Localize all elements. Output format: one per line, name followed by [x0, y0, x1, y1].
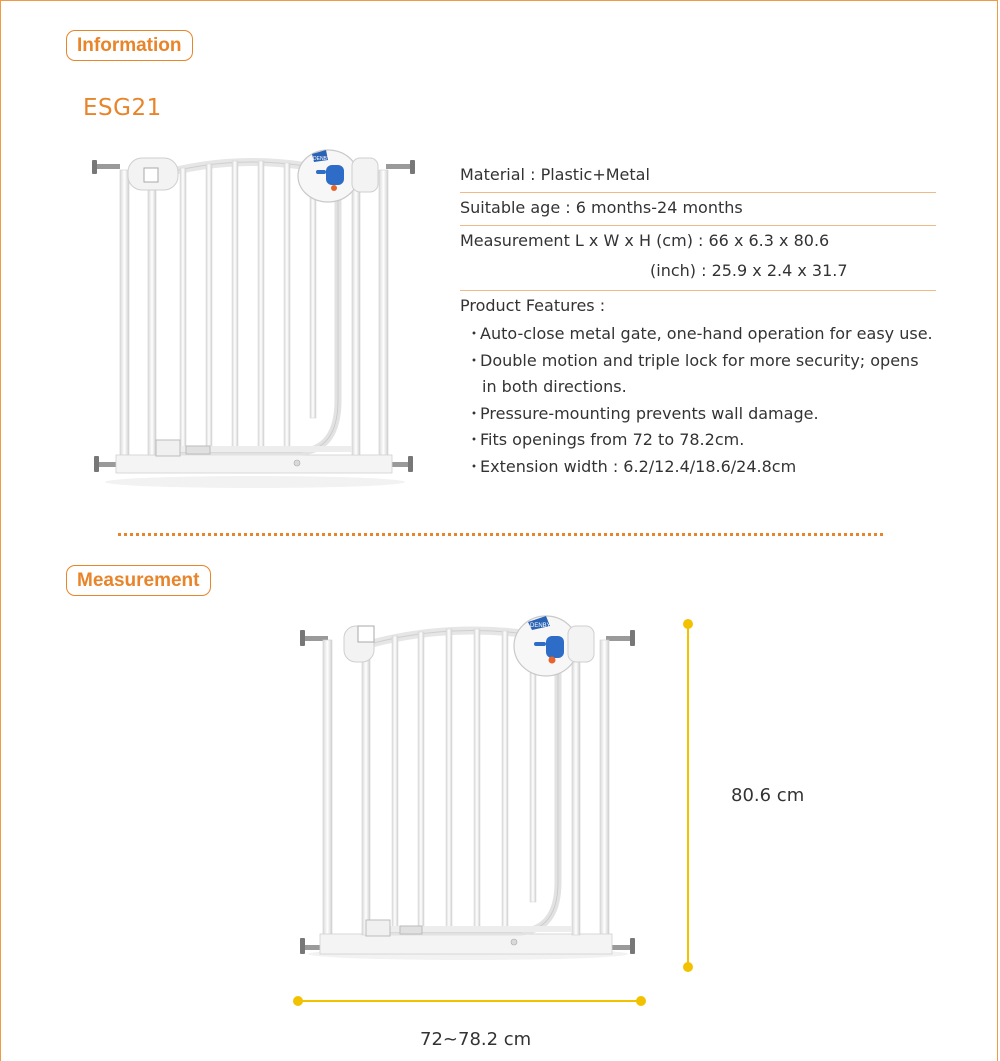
spec-list — [460, 160, 936, 480]
spec-measurement — [460, 226, 936, 291]
spec-age: Suitable age : 6 months-24 months — [460, 193, 936, 226]
gate-image-large — [296, 612, 641, 964]
spec-material: Material : Plastic+Metal — [460, 160, 936, 193]
height-dimension-line — [680, 618, 696, 974]
section-divider — [118, 533, 883, 536]
information-heading: Information — [66, 30, 193, 61]
model-number: ESG21 — [83, 95, 162, 121]
feature-item: ・ Auto-close metal gate, one-hand operation for easy use. — [460, 321, 936, 348]
feature-item-continued: in both directions. — [482, 377, 627, 396]
width-label: 72~78.2 cm — [420, 1029, 532, 1050]
feature-item: ・ Double motion and triple lock for more security; opens — [460, 348, 936, 375]
spec-measurement-inch: (inch) : 25.9 x 2.4 x 31.7 — [650, 261, 848, 280]
spec-measurement-cm: Measurement L x W x H (cm) : 66 x 6.3 x 80.6 — [460, 231, 830, 250]
bullet-icon: ・ — [466, 403, 483, 423]
brand-logo: DENBY — [530, 623, 551, 629]
bullet-icon: ・ — [466, 350, 483, 370]
bullet-icon: ・ — [466, 324, 483, 343]
feature-item: ・ Fits openings from 72 to 78.2cm. — [460, 427, 936, 454]
feature-item: ・ Extension width : 6.2/12.4/18.6/24.8cm — [460, 454, 936, 481]
height-label: 80.6 cm — [731, 785, 805, 806]
brand-logo: DENBY — [313, 156, 331, 162]
width-dimension-line — [292, 993, 648, 1009]
feature-item: ・ Pressure-mounting prevents wall damage. — [460, 401, 936, 428]
measurement-heading: Measurement — [66, 565, 211, 596]
gate-image-small — [90, 150, 420, 495]
bullet-icon: ・ — [466, 430, 483, 449]
bullet-icon: ・ — [466, 456, 483, 476]
features-title: Product Features : — [460, 296, 606, 315]
